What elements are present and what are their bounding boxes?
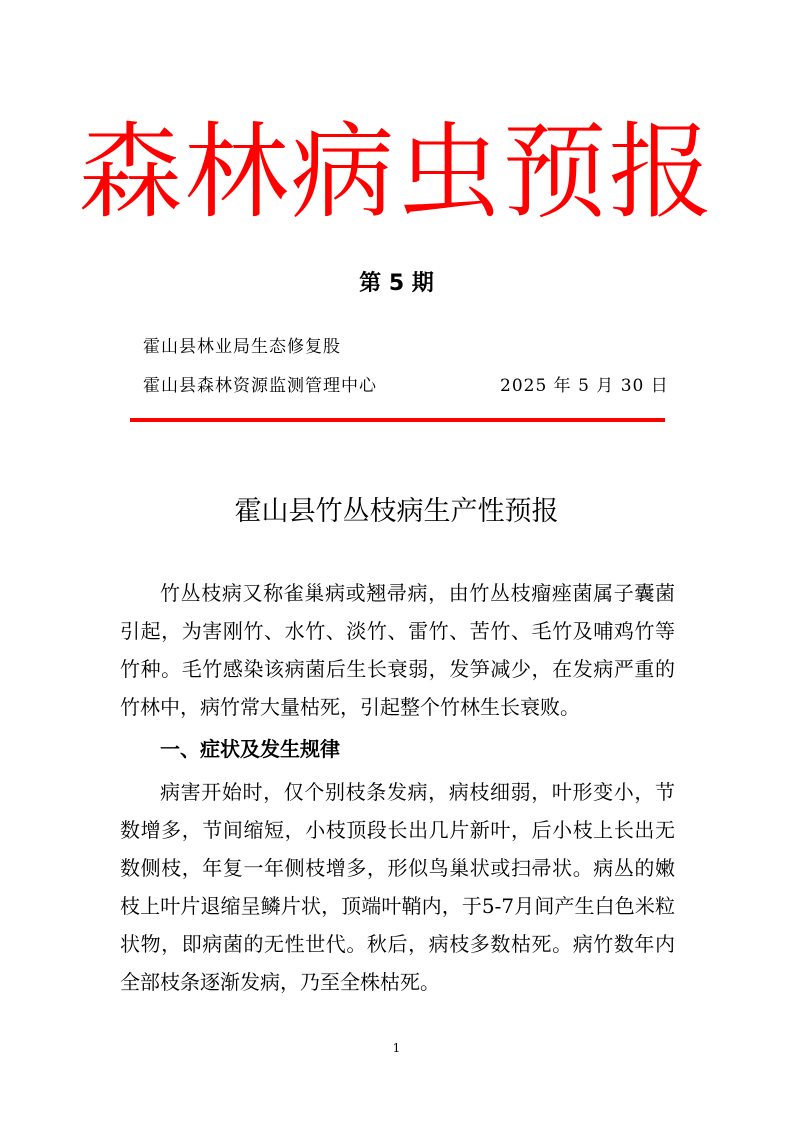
- issuing-org-2: 霍山县森林资源监测管理中心: [143, 376, 377, 396]
- paragraph-symptoms: 病害开始时，仅个别枝条发病，病枝细弱，叶形变小，节数增多，节间缩短，小枝顶段长出几片新叶，后小枝上长出无数侧枝，年复一年侧枝增多，形似鸟巢状或扫帚状。病丛的嫩枝上叶片退缩呈鳞片状，顶端叶鞘内，于5-7月间产生白色米粒状物，即病菌的无性世代。秋后，病枝多数枯死。病竹数年内全部枝条逐渐发病，乃至全株枯死。: [120, 780, 675, 994]
- red-divider: [130, 418, 665, 422]
- section-heading-symptoms: 一、症状及发生规律: [160, 737, 340, 761]
- article-title: 霍山县竹丛枝病生产性预报: [234, 496, 559, 527]
- issue-number: 第 5 期: [359, 271, 434, 296]
- issuing-org-1: 霍山县林业局生态修复股: [143, 337, 341, 357]
- paragraph-intro: 竹丛枝病又称雀巢病或翘帚病，由竹丛枝瘤痤菌属子囊菌引起，为害刚竹、水竹、淡竹、雷竹、苦竹、毛竹及哺鸡竹等竹种。毛竹感染该病菌后生长衰弱，发笋减少，在发病严重的竹林中，病竹常大量枯死，引起整个竹林生长衰败。: [120, 581, 675, 719]
- issue-date: 2025 年 5 月 30 日: [500, 376, 669, 396]
- page-number: 1: [392, 1041, 401, 1055]
- masthead-title: 森林病虫预报: [78, 111, 715, 233]
